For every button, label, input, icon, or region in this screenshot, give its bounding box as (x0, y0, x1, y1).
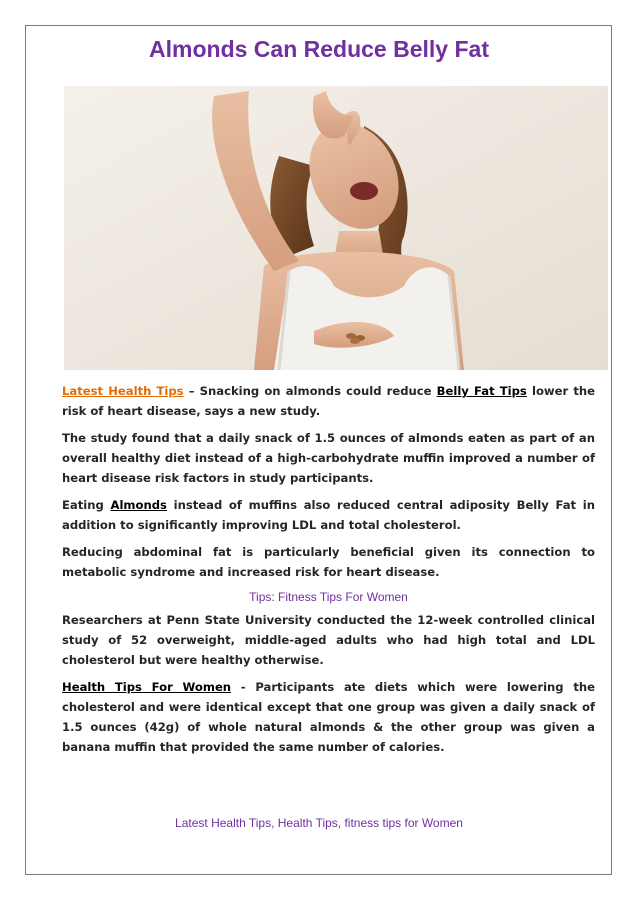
footer-links[interactable]: Latest Health Tips, Health Tips, fitness tips for Women (175, 816, 463, 830)
fitness-tips-link[interactable]: Tips: Fitness Tips For Women (249, 590, 408, 604)
paragraph-participants: Health Tips For Women - Participants ate diets which were lowering the cholesterol and were identical except that one group was given a daily snack of 1.5 ounces (42g) of whole natural almonds & the other group was given a banana muffin that provided the same number of calories. (62, 680, 595, 754)
page-title: Almonds Can Reduce Belly Fat (149, 36, 489, 62)
latest-health-tips-link[interactable]: Latest Health Tips (62, 384, 184, 398)
belly-fat-tips-link[interactable]: Belly Fat Tips (436, 384, 527, 398)
woman-eating-almonds-photo (64, 86, 608, 370)
paragraph-intro: Latest Health Tips – Snacking on almonds could reduce Belly Fat Tips lower the risk of heart disease, says a new study. (62, 384, 596, 418)
article-body (62, 381, 595, 764)
paragraph-eating-almonds: Eating Almonds instead of muffins also reduced central adiposity Belly Fat in addition to significantly improving LDL and total cholesterol. (62, 498, 595, 532)
health-tips-for-women-link[interactable]: Health Tips For Women (62, 680, 232, 694)
paragraph-abdominal-fat: Reducing abdominal fat is particularly beneficial given its connection to metabolic syndrome and increased risk for heart disease. (62, 545, 595, 579)
paragraph-researchers: Researchers at Penn State University conducted the 12-week controlled clinical study of 52 overweight, middle-aged adults who had high total and LDL cholesterol but were healthy otherwise. (62, 613, 595, 667)
almonds-link[interactable]: Almonds (110, 498, 167, 512)
paragraph-study: The study found that a daily snack of 1.5 ounces of almonds eaten as part of an overall healthy diet instead of a high-carbohydrate muffin improved a number of heart disease risk factors in study participants. (62, 431, 595, 485)
